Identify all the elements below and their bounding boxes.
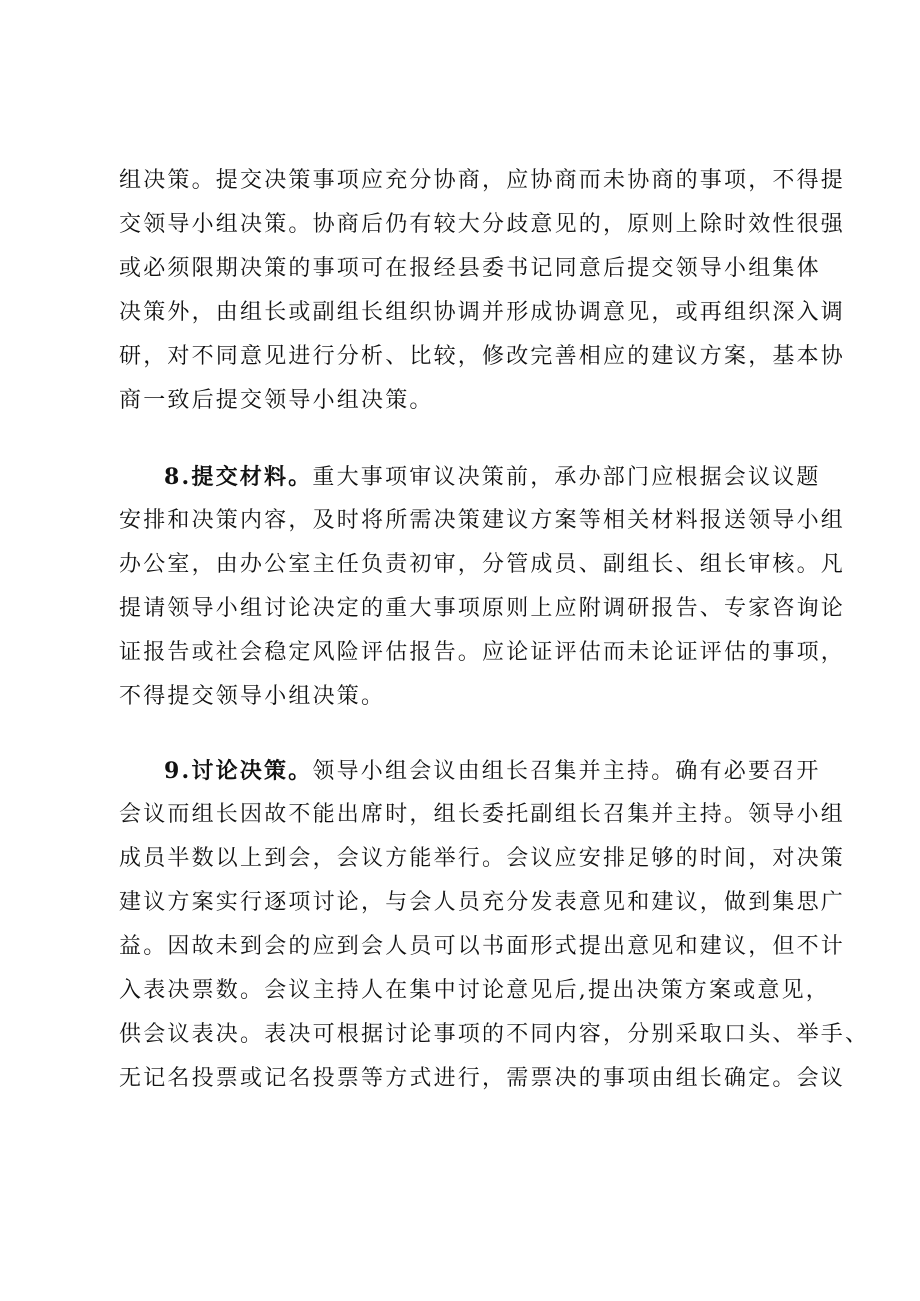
text-line: 提请领导小组讨论决定的重大事项原则上应附调研报告、专家咨询论 [119,596,846,621]
text-line: 无记名投票或记名投票等方式进行，需票决的事项由组长确定。会议 [119,1066,846,1091]
first-line-text: 领导小组会议由组长召集并主持。确有必要召开 [312,759,821,784]
paragraph-discussion-decision [119,749,870,1101]
paragraph-first-line [119,749,821,793]
section-number: 8 [164,464,182,490]
text-line: 商一致后提交领导小组决策。 [119,388,434,413]
section-number: 9 [164,758,182,784]
text-line: 建议方案实行逐项讨论，与会人员充分发表意见和建议，做到集思广 [119,890,846,915]
text-line: 成员半数以上到会，会议方能举行。会议应安排足够的时间，对决策 [119,846,846,871]
section-heading: 讨论决策。 [191,758,313,784]
text-line: 入表决票数。会议主持人在集中讨论意见后,提出决策方案或意见， [119,978,830,1003]
text-line: 安排和决策内容，及时将所需决策建议方案等相关材料报送领导小组 [119,508,846,533]
text-line: 办公室，由办公室主任负责初审，分管成员、副组长、组长审核。凡 [119,552,846,577]
text-line: 不得提交领导小组决策。 [119,684,386,709]
text-line: 益。因故未到会的应到会人员可以书面形式提出意见和建议，但不计 [119,934,846,959]
paragraph-submit-materials [119,455,846,719]
text-line: 交领导小组决策。协商后仍有较大分歧意见的，原则上除时效性很强 [119,212,846,237]
text-line: 会议而组长因故不能出席时，组长委托副组长召集并主持。领导小组 [119,802,846,827]
first-line-text: 重大事项审议决策前，承办部门应根据会议议题 [312,465,821,490]
section-dot: . [181,464,192,490]
text-line: 证报告或社会稳定风险评估报告。应论证评估而未论证评估的事项， [119,640,846,665]
text-line: 组决策。提交决策事项应充分协商，应协商而未协商的事项，不得提 [119,168,846,193]
text-line: 决策外，由组长或副组长组织协调并形成协调意见，或再组织深入调 [119,300,846,325]
text-line: 研，对不同意见进行分析、比较，修改完善相应的建议方案，基本协 [119,344,846,369]
paragraph-decision-consultation [119,159,846,423]
section-dot: . [181,758,192,784]
text-line: 或必须限期决策的事项可在报经县委书记同意后提交领导小组集体 [119,256,821,281]
text-line: 供会议表决。表决可根据讨论事项的不同内容，分别采取口头、举手、 [119,1022,870,1047]
section-heading: 提交材料。 [191,464,313,490]
paragraph-first-line [119,455,821,499]
